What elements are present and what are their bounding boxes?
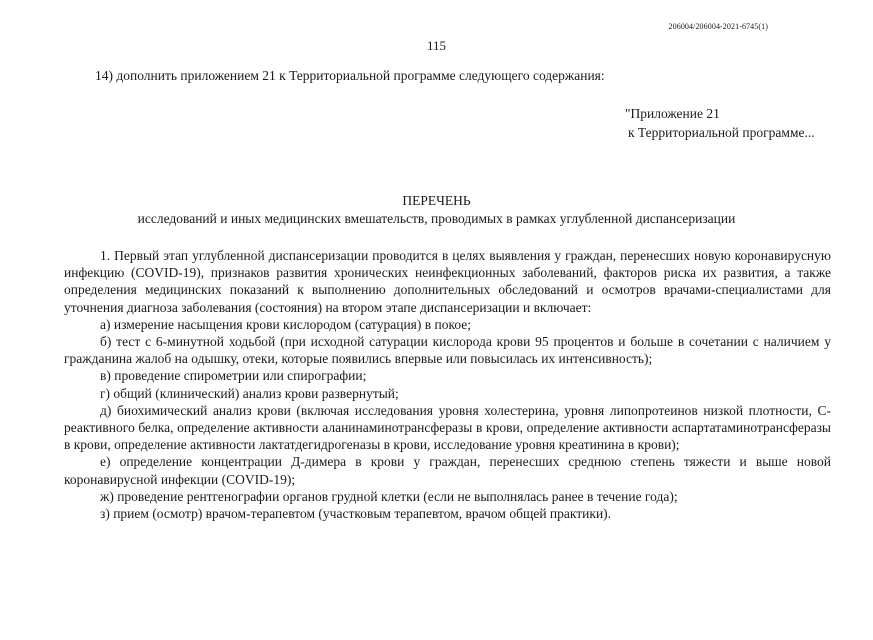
list-item: а) измерение насыщения крови кислородом (сатурация) в покое; <box>100 316 471 332</box>
document-body <box>64 247 831 522</box>
appendix-line-1: "Приложение 21 <box>625 106 720 121</box>
document-id: 206004/206004-2021-6745(1) <box>668 22 768 31</box>
list-item: г) общий (клинический) анализ крови развернутый; <box>100 385 399 401</box>
list-item: б) тест с 6-минутной ходьбой (при исходной сатурации кислорода крови 95 процентов и больше в сочетании с наличием у гражданина жалоб на одышку, отеки, которые появились впервые или повысилась их интенсивность); <box>64 334 831 367</box>
list-item: д) биохимический анализ крови (включая исследования уровня холестерина, уровня липопротеинов низкой плотности, С-реактивного белка, определение активности аланинаминотрансферазы в крови, определение активности аспартатаминотрансферазы в крови, определение активности лактатдегидрогеназы в крови, исследование уровня креатинина в крови); <box>64 402 831 453</box>
list-subtitle: исследований и иных медицинских вмешательств, проводимых в рамках углубленной диспансеризации <box>137 211 736 226</box>
list-item: е) определение концентрации Д-димера в крови у граждан, перенесших среднюю степень тяжести и выше новой коронавирусной инфекции (COVID-19); <box>64 454 831 487</box>
appendix-reference <box>625 104 815 142</box>
list-item: ж) проведение рентгенографии органов грудной клетки (если не выполнялась ранее в течение года); <box>100 488 678 504</box>
intro-line: 14) дополнить приложением 21 к Территориальной программе следующего содержания: <box>95 68 605 83</box>
paragraph-main: 1. Первый этап углубленной диспансеризации проводится в целях выявления у граждан, перенесших новую коронавирусную инфекцию (COVID-19), признаков развития хронических неинфекционных заболеваний, факторов риска их развития, а также определения медицинских показаний к выполнению дополнительных обследований и осмотров врачами-специалистами для уточнения диагноза заболевания (состояния) на втором этапе диспансеризации и включает: <box>64 248 831 315</box>
list-item: з) прием (осмотр) врачом-терапевтом (участковым терапевтом, врачом общей практики). <box>100 506 612 522</box>
appendix-line-2: к Территориальной программе... <box>628 125 815 140</box>
page-number: 115 <box>426 38 447 53</box>
list-title: ПЕРЕЧЕНЬ <box>402 193 471 208</box>
list-item: в) проведение спирометрии или спирографии; <box>100 368 367 384</box>
